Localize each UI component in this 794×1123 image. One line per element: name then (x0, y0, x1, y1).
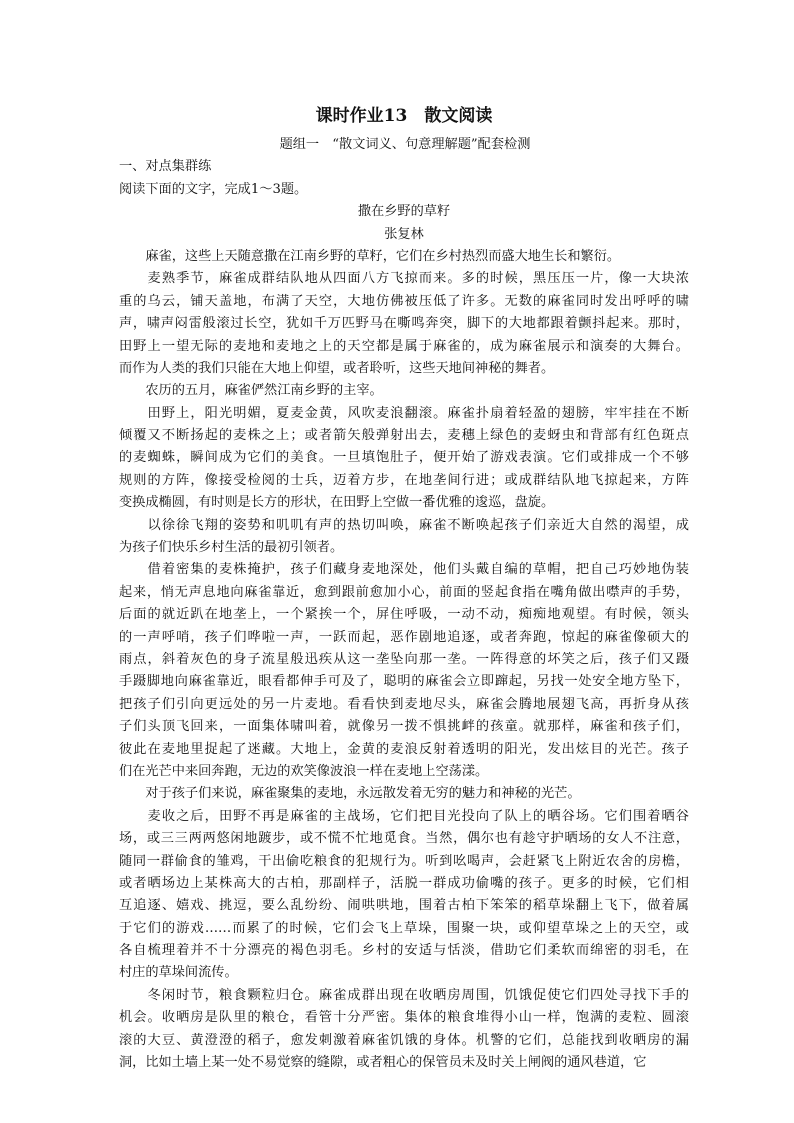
paragraph-line: 规则的方阵，像接受检阅的士兵，迈着方步，在地垄间行进；或成群结队地飞掠起来，方阵 (119, 472, 689, 488)
paragraph-line: 对于孩子们来说，麻雀聚集的麦地，永远散发着无穷的魅力和神秘的光芒。 (119, 786, 581, 802)
paragraph-line: 滚的大豆、黄澄澄的稻子，愈发刺激着麻雀饥饿的身体。机警的它们，总能找到收晒房的漏 (119, 1032, 689, 1048)
paragraph-line: 们在光芒中来回奔跑，无边的欢笑像波浪一样在麦地上空荡漾。 (119, 763, 489, 779)
paragraph-line: 麻雀，这些上天随意撒在江南乡野的草籽，它们在乡村热烈而盛大地生长和繁衍。 (119, 248, 621, 264)
paragraph-line: 后面的就近趴在地垄上，一个紧挨一个，屏住呼吸，一动不动，痴痴地观望。有时候，领头 (119, 607, 689, 623)
paragraph-line: 田野上一望无际的麦地和麦地之上的天空都是属于麻雀的，成为麻雀展示和演奏的大舞台。 (119, 338, 689, 354)
paragraph-line: 田野上，阳光明媚，夏麦金黄，风吹麦浪翻滚。麻雀扑扇着轻盈的翅膀，牢牢挂在不断 (119, 405, 689, 421)
article-body (119, 246, 689, 1074)
article-paragraph (119, 783, 689, 805)
section-heading: 一、对点集群练 (119, 159, 212, 175)
paragraph-line: 而作为人类的我们只能在大地上仰望，或者聆听，这些天地间神秘的舞者。 (119, 360, 555, 376)
paragraph-line: 场，或三三两两悠闲地踱步，或不慌不忙地觅食。当然，偶尔也有趁守护晒场的女人不注意， (119, 831, 689, 847)
paragraph-line: 或者晒场边上某株高大的古柏，那副样子，活脱一群成功偷嘴的孩子。更多的时候，它们相 (119, 875, 689, 891)
paragraph-line: 农历的五月，麻雀俨然江南乡野的主宰。 (119, 383, 383, 399)
page-title: 课时作业13 散文阅读 (315, 106, 493, 126)
paragraph-line: 手蹑脚地向麻雀靠近，眼看都伸手可及了，聪明的麻雀会立即蹿起，另找一处安全地方坠下， (119, 674, 689, 690)
paragraph-line: 起来，悄无声息地向麻雀靠近，愈到跟前愈加小心，前面的竖起食指在嘴角做出噤声的手势， (119, 584, 689, 600)
section-subtitle: 题组一 “散文词义、句意理解题”配套检测 (279, 137, 531, 152)
paragraph-line: 借着密集的麦株掩护，孩子们藏身麦地深处，他们头戴自编的草帽，把自己巧妙地伪装 (119, 562, 689, 578)
article-author: 张复林 (384, 226, 424, 242)
paragraph-line: 以徐徐飞翔的姿势和叽叽有声的热切叫唤，麻雀不断唤起孩子们亲近大自然的渴望，成 (119, 517, 689, 533)
paragraph-line: 雨点，斜着灰色的身子流星般迅疾从这一垄坠向那一垄。一阵得意的坏笑之后，孩子们又蹑 (119, 651, 689, 667)
article-paragraph (119, 806, 689, 985)
article-paragraph (119, 268, 689, 380)
article-paragraph (119, 246, 689, 268)
article-paragraph (119, 985, 689, 1075)
paragraph-line: 冬闲时节，粮食颗粒归仓。麻雀成群出现在收晒房周围，饥饿促使它们四处寻找下手的 (119, 987, 689, 1003)
paragraph-line: 于它们的游戏……而累了的时候，它们会飞上草垛，围聚一块，或仰望草垛之上的天空，或 (119, 920, 689, 936)
paragraph-line: 洞，比如土墙上某一处不易觉察的缝隙，或者粗心的保管员未及时关上闸阀的通风巷道，它 (119, 1055, 647, 1071)
instruction-text: 阅读下面的文字，完成1～3题。 (119, 181, 308, 197)
paragraph-line: 随同一群偷食的雏鸡，干出偷吃粮食的犯规行为。听到吆喝声，会赶紧飞上附近农舍的房檐， (119, 853, 689, 869)
paragraph-line: 机会。收晒房是队里的粮仓，看管十分严密。集体的粮食堆得小山一样，饱满的麦粒、圆滚 (119, 1010, 689, 1026)
paragraph-line: 把孩子们引向更远处的另一片麦地。看看快到麦地尽头，麻雀会腾地展翅飞高，再折身从孩 (119, 696, 689, 712)
article-title: 撒在乡野的草籽 (357, 204, 451, 220)
paragraph-line: 麦熟季节，麻雀成群结队地从四面八方飞掠而来。多的时候，黑压压一片，像一大块浓 (119, 271, 689, 287)
paragraph-line: 村庄的草垛间流传。 (119, 965, 238, 981)
paragraph-line: 为孩子们快乐乡村生活的最初引领者。 (119, 540, 344, 556)
paragraph-line: 的一声呼哨，孩子们哗啦一声，一跃而起，恶作剧地追逐，或者奔跑，惊起的麻雀像硕大的 (119, 629, 689, 645)
article-paragraph (119, 403, 689, 515)
paragraph-line: 声，啸声闷雷般滚过长空，犹如千万匹野马在嘶鸣奔突，脚下的大地都跟着颤抖起来。那时， (119, 316, 689, 332)
paragraph-line: 的麦蜘蛛，瞬间成为它们的美食。一旦填饱肚子，便开始了游戏表演。它们或排成一个不够 (119, 450, 689, 466)
paragraph-line: 重的乌云，铺天盖地，布满了天空，大地仿佛被压低了许多。无数的麻雀同时发出呼呼的啸 (119, 293, 689, 309)
paragraph-line: 变换成椭圆，有时则是长方的形状，在田野上空做一番优雅的逡巡，盘旋。 (119, 495, 555, 511)
document-page (119, 104, 689, 1074)
paragraph-line: 各自梳理着并不十分漂亮的褐色羽毛。乡村的安适与恬淡，借助它们柔软而绵密的羽毛，在 (119, 943, 689, 959)
article-paragraph (119, 515, 689, 560)
article-paragraph (119, 380, 689, 402)
paragraph-line: 倾覆又不断扬起的麦株之上；或者箭矢般弹射出去，麦穗上绿色的麦蚜虫和背部有红色斑点 (119, 428, 689, 444)
paragraph-line: 彼此在麦地里捉起了迷藏。大地上，金黄的麦浪反射着透明的阳光，发出炫目的光芒。孩子 (119, 741, 689, 757)
paragraph-line: 子们头顶飞回来，一面集体啸叫着，就像另一拨不惧挑衅的孩童。就那样，麻雀和孩子们， (119, 719, 689, 735)
article-paragraph (119, 559, 689, 783)
paragraph-line: 麦收之后，田野不再是麻雀的主战场，它们把目光投向了队上的晒谷场。它们围着晒谷 (119, 808, 689, 824)
paragraph-line: 互追逐、嬉戏、挑逗，要么乱纷纷、闹哄哄地，围着古柏下笨笨的稻草垛翻上飞下，做着属 (119, 898, 689, 914)
